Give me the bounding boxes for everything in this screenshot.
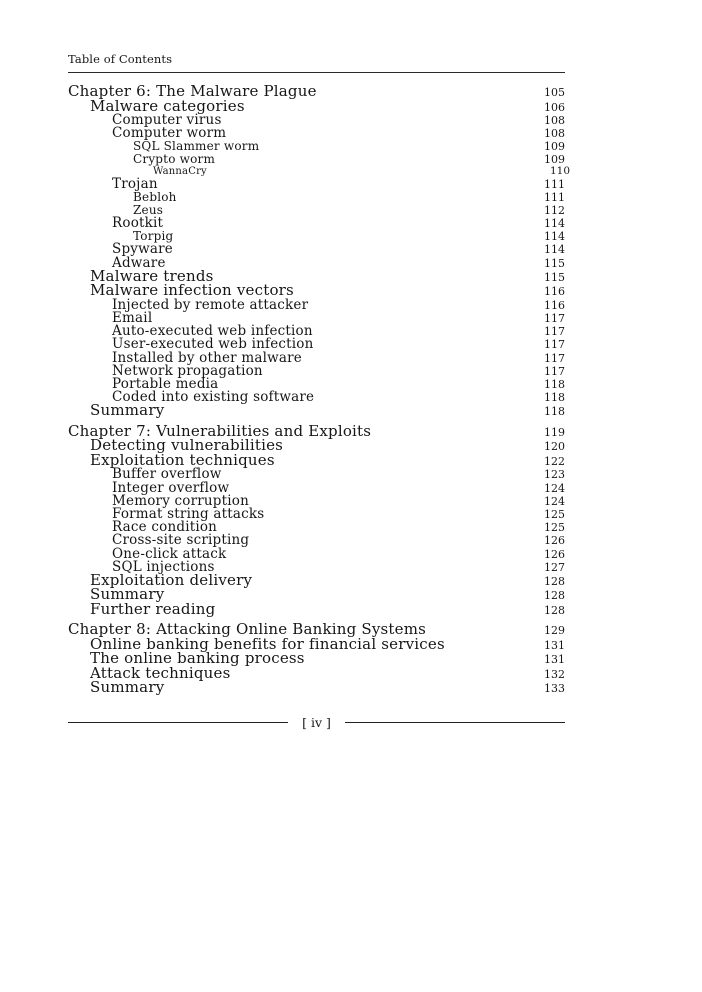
toc-entry-page: 131 [544, 638, 565, 652]
toc-entry-page: 105 [544, 86, 565, 99]
toc-entry-label[interactable]: Integer overflow [112, 479, 230, 496]
toc-entry-page: 125 [544, 521, 565, 535]
toc-list [68, 82, 570, 697]
toc-entry-label[interactable]: Summary [90, 401, 165, 420]
toc-entry-label[interactable]: Portable media [112, 375, 219, 392]
toc-entry-page: 127 [544, 560, 565, 574]
toc-entry-label[interactable]: Memory corruption [112, 492, 250, 509]
toc-entry-label[interactable]: Exploitation delivery [90, 570, 253, 589]
toc-entry-page: 116 [544, 285, 565, 299]
toc-entry-page: 117 [544, 325, 565, 339]
toc-entry-page: 112 [544, 204, 565, 218]
toc-entry[interactable] [68, 678, 565, 697]
toc-entry-label[interactable]: Crypto worm [133, 152, 216, 167]
toc-entry-label[interactable]: Cross-site scripting [112, 532, 250, 549]
toc-entry-page: 111 [544, 191, 565, 205]
toc-entry-page: 109 [544, 153, 565, 167]
toc-entry-page: 118 [544, 377, 565, 391]
toc-entry-page: 131 [544, 653, 565, 667]
toc-entry-label[interactable]: Buffer overflow [112, 466, 222, 483]
page-content [68, 52, 570, 730]
toc-entry-label[interactable]: Computer virus [112, 112, 222, 128]
toc-entry[interactable] [68, 599, 565, 618]
toc-entry-label[interactable]: User-executed web infection [112, 336, 314, 353]
toc-entry-label[interactable]: Malware infection vectors [90, 281, 294, 300]
toc-entry-page: 117 [544, 364, 565, 378]
toc-entry-page: 119 [544, 425, 565, 439]
page-number-footer: [ iv ] [302, 714, 331, 730]
toc-entry-label[interactable]: Detecting vulnerabilities [90, 436, 284, 455]
toc-entry-page: 123 [544, 468, 565, 482]
toc-entry[interactable] [68, 153, 565, 166]
toc-entry-page: 125 [544, 507, 565, 521]
footer-rule-right [345, 722, 565, 723]
toc-entry-page: 128 [544, 603, 565, 617]
toc-entry[interactable] [68, 401, 565, 420]
toc-entry-label[interactable]: Trojan [112, 175, 158, 192]
toc-entry-page: 126 [544, 534, 565, 548]
toc-entry-label[interactable]: Injected by remote attacker [112, 296, 309, 313]
toc-entry-page: 120 [544, 440, 565, 454]
toc-entry-label[interactable]: SQL injections [112, 558, 215, 575]
toc-entry-label[interactable]: Spyware [112, 241, 173, 258]
toc-entry-label[interactable]: Torpig [133, 229, 174, 244]
toc-entry-page: 115 [544, 256, 565, 270]
toc-entry-page: 108 [544, 127, 565, 141]
toc-entry-page: 111 [544, 177, 565, 191]
toc-entry-page: 114 [544, 243, 565, 257]
toc-entry-label[interactable]: Malware categories [90, 96, 245, 115]
toc-entry-page: 106 [544, 100, 565, 114]
toc-entry-label[interactable]: Chapter 6: The Malware Plague [68, 82, 317, 100]
toc-entry-page: 128 [544, 589, 565, 603]
toc-entry-page: 132 [544, 667, 565, 681]
toc-entry-label[interactable]: Malware trends [90, 266, 214, 285]
toc-entry-label[interactable]: Bebloh [133, 190, 177, 205]
toc-entry-label[interactable]: Zeus [133, 203, 164, 218]
toc-entry-page: 114 [544, 217, 565, 231]
toc-entry-label[interactable]: WannaCry [153, 166, 207, 178]
toc-entry-page: 110 [549, 165, 570, 178]
toc-entry-label[interactable]: SQL Slammer worm [133, 139, 260, 154]
toc-entry-label[interactable]: One-click attack [112, 545, 227, 562]
toc-entry-label[interactable]: Format string attacks [112, 505, 265, 522]
toc-entry-page: 128 [544, 574, 565, 588]
toc-entry-label[interactable]: Summary [90, 585, 165, 604]
toc-entry-page: 118 [544, 405, 565, 419]
toc-entry-page: 124 [544, 481, 565, 495]
toc-entry-label[interactable]: Rootkit [112, 215, 164, 232]
toc-entry-label[interactable]: The online banking process [90, 649, 305, 668]
toc-entry-page: 117 [544, 311, 565, 325]
toc-entry-page: 109 [544, 140, 565, 154]
toc-entry-label[interactable]: Summary [90, 678, 165, 697]
toc-entry-page: 129 [544, 624, 565, 638]
toc-entry-label[interactable]: Attack techniques [90, 663, 231, 682]
toc-entry-page: 117 [544, 351, 565, 365]
toc-entry-label[interactable]: Online banking benefits for financial services [90, 634, 445, 653]
toc-entry-page: 126 [544, 547, 565, 561]
toc-entry-page: 124 [544, 494, 565, 508]
toc-entry-page: 118 [544, 391, 565, 405]
toc-entry-label[interactable]: Installed by other malware [112, 349, 302, 366]
toc-entry-label[interactable]: Network propagation [112, 362, 263, 379]
footer-rule-left [68, 722, 288, 723]
page-footer [68, 716, 565, 730]
toc-entry-label[interactable]: Further reading [90, 599, 216, 618]
toc-entry-label[interactable]: Computer worm [112, 125, 227, 142]
toc-entry-page: 108 [544, 114, 565, 127]
toc-entry-label[interactable]: Coded into existing software [112, 389, 315, 406]
toc-entry-page: 114 [544, 230, 565, 244]
toc-entry-label[interactable]: Adware [112, 254, 166, 271]
toc-entry-page: 122 [544, 454, 565, 468]
toc-entry-label[interactable]: Auto-executed web infection [112, 323, 313, 340]
toc-entry-label[interactable]: Chapter 8: Attacking Online Banking Systems [68, 620, 427, 639]
toc-entry-page: 133 [544, 682, 565, 696]
toc-entry-label[interactable]: Race condition [112, 519, 218, 536]
toc-entry-label[interactable]: Email [112, 309, 153, 326]
toc-entry-page: 117 [544, 338, 565, 352]
toc-entry-label[interactable]: Chapter 7: Vulnerabilities and Exploits [68, 421, 372, 440]
toc-entry-page: 115 [544, 270, 565, 284]
toc-entry-label[interactable]: Exploitation techniques [90, 450, 275, 469]
running-header: Table of Contents [68, 53, 565, 73]
toc-entry-page: 116 [544, 298, 565, 312]
